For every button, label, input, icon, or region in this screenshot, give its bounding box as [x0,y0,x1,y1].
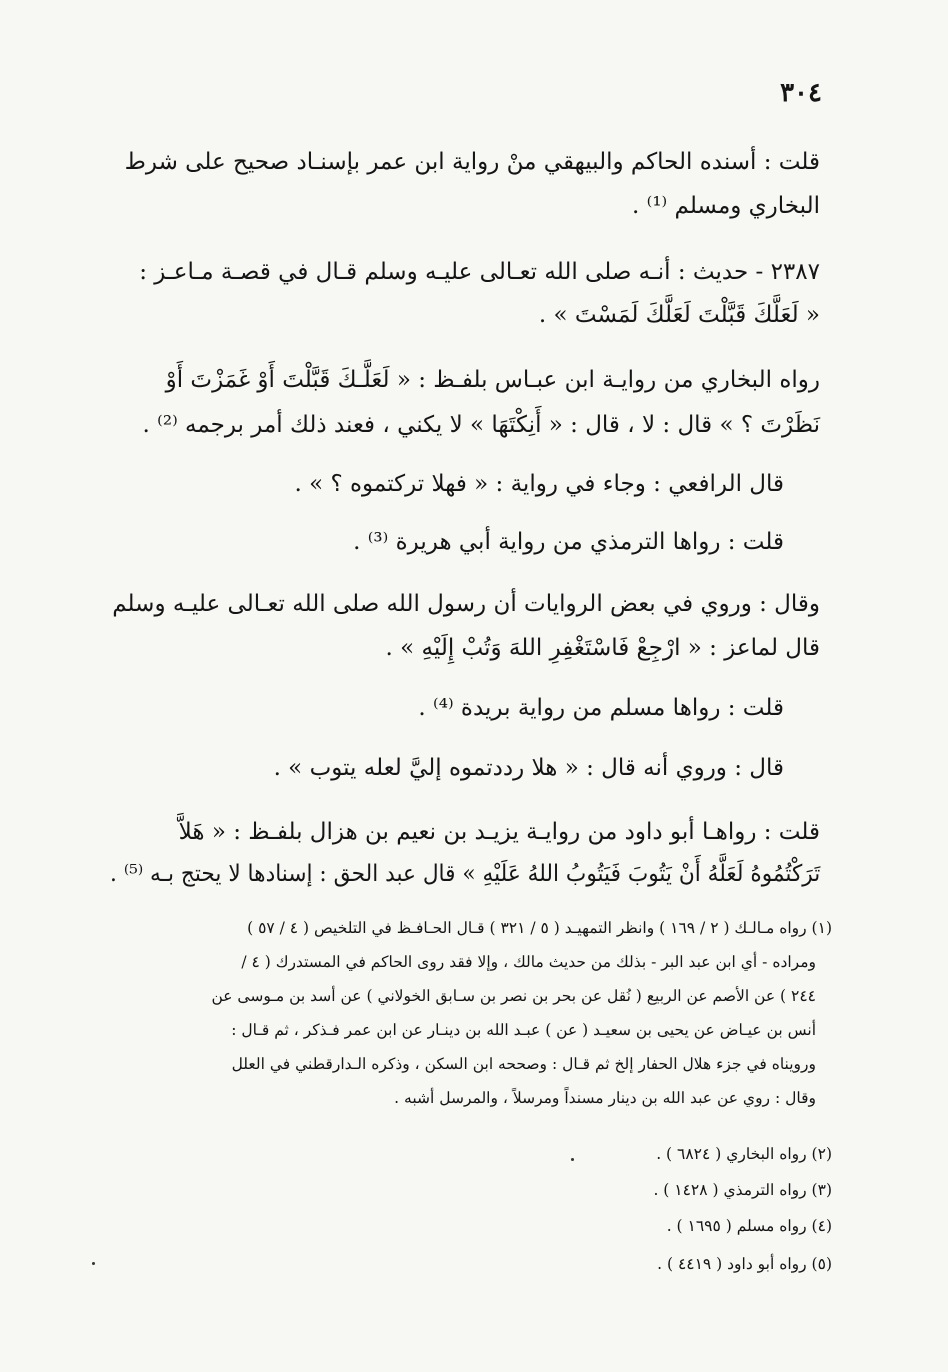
page-number: ٣٠٤ [780,78,822,108]
scan-speck [571,1158,574,1161]
footnote-line: (١) رواه مـالـك ( ٢ / ١٦٩ ) وانظر التمهيـد ( ٥ / ٣٢١ ) قـال الحـافـظ في التلخيص ( ٤ / ٥٧ ) [247,919,832,937]
text-line: نَظَرْتَ ؟ » قال : لا ، قال : « أَنِكْتَهَا » لا يكني ، فعند ذلك أمر برجمه ⁽²⁾ . [142,412,820,438]
footnote-line: أنس بن عيـاض عن يحيى بن سعيـد ( عن ) عبـد الله بن دينـار عن ابن عمر فـذكر ، ثم قـال : [231,1021,816,1039]
text-line: قلت : رواها مسلم من رواية بريدة ⁽⁴⁾ . [418,695,784,721]
text-line: قال لماعز : « ارْجِعْ فَاسْتَغْفِرِ اللهَ وَتُبْ إِلَيْهِ » . [385,635,820,661]
text-line: وقال : وروي في بعض الروايات أن رسول الله صلى الله تعـالى عليـه وسلم [112,591,820,617]
scan-speck [92,1262,95,1265]
text-line: تَرَكْتُمُوهُ لَعَلَّهُ أَنْ يَتُوبَ فَيَتُوبُ اللهُ عَلَيْهِ » قال عبد الحق : إسنادها لا يحتج بـه ⁽⁵⁾ . [109,861,820,887]
footnote-separator [110,906,832,907]
text-line: قلت : أسنده الحاكم والبيهقي منْ رواية ابن عمر بإسنـاد صحيح على شرط [124,149,820,175]
text-line: قلت : رواها الترمذي من رواية أبي هريرة ⁽³⁾ . [353,529,784,555]
text-line: رواه البخاري من روايـة ابن عبـاس بلفـظ : « لَعَلَّـكَ قَبَّلْتَ أَوْ غَمَزْتَ أَوْ [165,367,820,393]
footnote-line: (٢) رواه البخاري ( ٦٨٢٤ ) . [656,1145,832,1163]
text-line: قال : وروي أنه قال : « هلا رددتموه إليَّ لعله يتوب » . [273,755,784,781]
text-line: قلت : رواهـا أبو داود من روايـة يزيـد بن نعيم بن هزال بلفـظ : « هَلاَّ [178,819,820,845]
text-line: البخاري ومسلم ⁽¹⁾ . [632,193,820,219]
footnote-line: ومراده - أي ابن عبد البر - بذلك من حديث مالك ، وإلا فقد روى الحاكم في المستدرك ( ٤ / [241,953,816,971]
hadith-heading-line: ٢٣٨٧ - حديث : أنـه صلى الله تعـالى عليـه وسلم قـال في قصـة مـاعـز : [139,259,820,285]
text-line: « لَعَلَّكَ قَبَّلْتَ لَعَلَّكَ لَمَسْتَ » . [538,302,820,328]
text-line: قال الرافعي : وجاء في رواية : « فهلا تركتموه ؟ » . [294,471,784,497]
footnote-line: ٢٤٤ ) عن الأصم عن الربيع ( نُقل عن بحر بن نصر بن سـابق الخولاني ) عن أسد بن مـوسى عن [211,987,816,1005]
footnote-line: (٣) رواه الترمذي ( ١٤٢٨ ) . [653,1181,832,1199]
footnote-line: (٥) رواه أبو داود ( ٤٤١٩ ) . [657,1255,832,1273]
footnote-line: ورويناه في جزء هلال الحفار إلخ ثم قـال : وصححه ابن السكن ، وذكره الـدارقطني في العلل [231,1055,816,1073]
footnote-line: وقال : روي عن عبد الله بن دينار مسنداً ومرسلاً ، والمرسل أشبه . [394,1089,816,1107]
footnote-line: (٤) رواه مسلم ( ١٦٩٥ ) . [666,1217,832,1235]
